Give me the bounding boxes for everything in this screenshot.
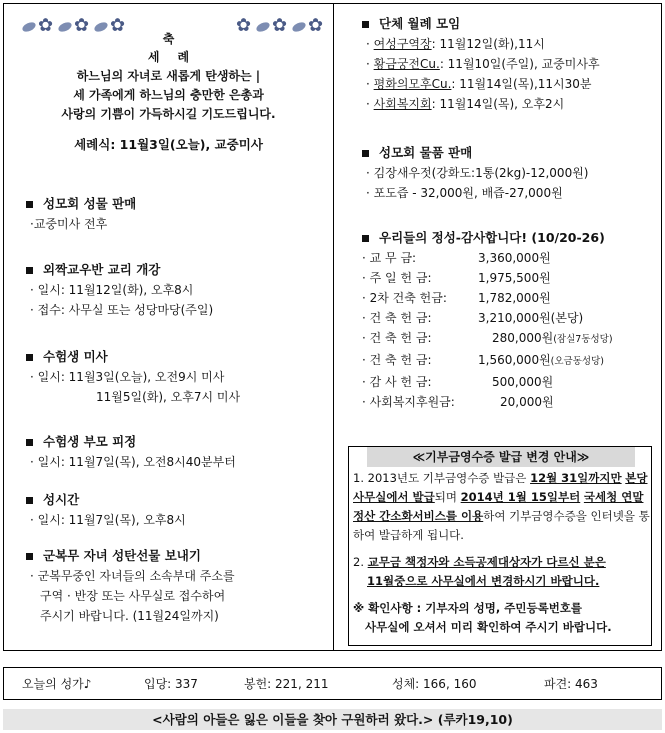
section-title: 수험생 미사: [43, 349, 108, 364]
baptism-date: 세례식: 11월3일(오늘), 교중미사: [74, 137, 263, 152]
offering-row: · 건 축 헌 금: 3,210,000원(본당): [362, 311, 584, 325]
square-bullet-icon: [26, 267, 33, 274]
hymn-communion: 성체: 166, 160: [392, 677, 477, 691]
offering-row: · 2차 건축 헌금: 1,782,000원: [362, 291, 551, 305]
offering-row: · 감 사 헌 금: 500,000원: [362, 375, 554, 389]
section-monthly-meetings: [362, 14, 658, 114]
notice-body: [353, 469, 651, 645]
section-line: · 군복무중인 자녀들의 소속부대 주소를: [30, 569, 235, 583]
section-exam-mass: [26, 347, 326, 407]
section-title: 군복무 자녀 성탄선물 보내기: [43, 548, 201, 563]
section-line: · 일시: 11월7일(목), 오전8시40분부터: [30, 455, 236, 469]
square-bullet-icon: [362, 21, 369, 28]
scripture-quote: <사람의 아들은 잃은 이들을 찾아 구원하러 왔다.> (루카19,10): [3, 709, 662, 730]
section-title: 성모회 물품 판매: [379, 145, 473, 160]
section-line: · 접수: 사무실 또는 성당마당(주일): [30, 303, 214, 317]
offering-row: · 사회복지후원금: 20,000원: [362, 395, 554, 409]
square-bullet-icon: [26, 497, 33, 504]
section-title: 단체 월례 모임: [379, 16, 461, 31]
section-line: ·교중미사 전후: [30, 217, 108, 231]
notice-paragraph-3: ※ 확인사항 : 기부자의 성명, 주민등록번호를 사무실에 오셔서 미리 확인하여 주시기 바랍니다.: [353, 601, 612, 634]
intro-line: 세 가족에게 하느님의 충만한 은총과: [73, 88, 264, 102]
offering-row: · 교 무 금: 3,360,000원: [362, 251, 551, 265]
notice-paragraph-1: 1. 2013년도 기부금영수증 발급은 12월 31일까지만 본당 사무실에서 발급되며 2014년 1월 15일부터 국세청 연말정산 간소화서비스를 이용하여 기부금영수증을 인터넷을 통하여 발급하게 됩니다.: [353, 471, 650, 542]
section-line: 구역 · 반장 또는 사무실로 접수하여: [40, 589, 226, 603]
section-title: 외짝교우반 교리 개강: [43, 262, 161, 277]
offering-row: · 주 일 헌 금: 1,975,500원: [362, 271, 551, 285]
section-title: 수험생 부모 피정: [43, 434, 137, 449]
bulletin-page: [3, 3, 662, 651]
square-bullet-icon: [26, 553, 33, 560]
goods-line: · 포도즙 - 32,000원, 배즙-27,000원: [366, 186, 563, 200]
section-line: 11월5일(화), 오후7시 미사: [96, 390, 241, 404]
hymn-label: 오늘의 성가♪: [22, 677, 92, 691]
section-title: 성시간: [43, 492, 80, 507]
goods-line: · 김장새우젓(강화도:1통(2kg)-12,000원): [366, 166, 589, 180]
meeting-line: · 사회복지회: 11월14일(목), 오후2시: [366, 97, 565, 111]
section-line: · 일시: 11월7일(목), 오후8시: [30, 513, 186, 527]
section-title: 성모회 성물 판매: [43, 196, 137, 211]
hymn-bar: [3, 667, 662, 700]
right-column: [334, 4, 662, 650]
hymn-entrance: 입당: 337: [144, 677, 198, 691]
square-bullet-icon: [362, 235, 369, 242]
section-offerings: [362, 228, 658, 412]
square-bullet-icon: [26, 439, 33, 446]
baptism-heading: 세례: [147, 50, 208, 64]
square-bullet-icon: [26, 354, 33, 361]
celebrate-heading: 축: [162, 32, 175, 46]
section-goods-sales-right: [362, 143, 658, 203]
section-holy-hour: [26, 490, 326, 530]
section-title: 우리들의 정성-감사합니다! (10/20-26): [379, 230, 605, 245]
hymn-dismissal: 파견: 463: [544, 677, 598, 691]
left-column: [4, 4, 333, 650]
offering-row: · 건 축 헌 금: 280,000원(잠실7동성당): [362, 331, 613, 345]
notice-title: ≪기부금영수증 발급 변경 안내≫: [367, 447, 635, 467]
section-catechism: [26, 260, 326, 320]
offering-row: · 건 축 헌 금: 1,560,000원(오금동성당): [362, 353, 604, 367]
section-goods-sale: [26, 194, 326, 234]
square-bullet-icon: [26, 201, 33, 208]
intro-line: 사랑의 기쁨이 가득하시길 기도드립니다.: [61, 107, 276, 121]
section-parent-retreat: [26, 432, 326, 472]
section-line: · 일시: 11월12일(화), 오후8시: [30, 283, 194, 297]
section-line: 주시기 바랍니다. (11월24일까지): [40, 609, 219, 623]
meeting-line: · 평화의모후Cu.: 11월14일(목),11시30분: [366, 77, 592, 91]
meeting-line: · 황금궁전Cu.: 11월10일(주일), 교중미사후: [366, 57, 600, 71]
hymn-offertory: 봉헌: 221, 211: [244, 677, 329, 691]
meeting-line: · 여성구역장: 11월12일(화),11시: [366, 37, 545, 51]
section-military-gifts: [26, 546, 326, 626]
section-line: · 일시: 11월3일(오늘), 오전9시 미사: [30, 370, 225, 384]
square-bullet-icon: [362, 150, 369, 157]
intro-line: 하느님의 자녀로 새롭게 탄생하는 |: [76, 69, 261, 83]
notice-paragraph-2: 2. 교무금 책정자와 소득공제대상자가 다르신 분은 11월중으로 사무실에서 변경하시기 바랍니다.: [353, 555, 606, 588]
donation-receipt-notice: [348, 446, 652, 646]
